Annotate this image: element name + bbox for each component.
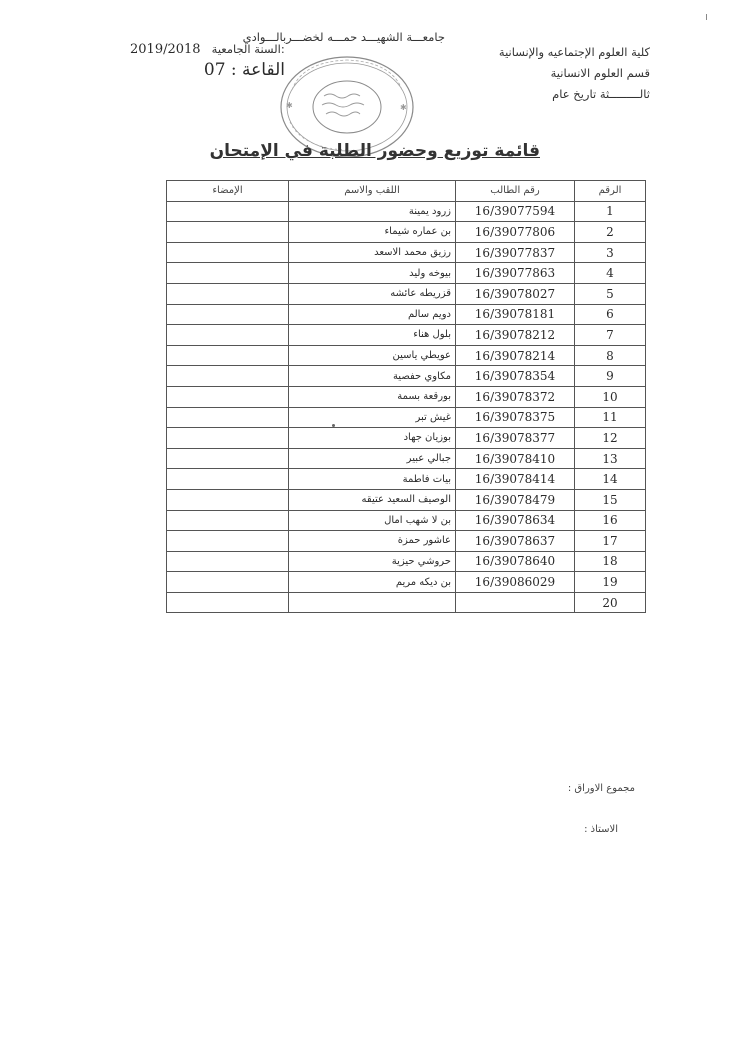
table-row xyxy=(167,592,646,613)
row-student-id: 16/39078372 xyxy=(456,386,575,407)
table-header-row xyxy=(167,181,646,202)
row-student-name: بن عماره شيماء xyxy=(289,222,456,243)
row-student-id: 16/39078634 xyxy=(456,510,575,531)
table-row xyxy=(167,428,646,449)
row-signature xyxy=(167,551,289,572)
row-student-id: 16/39078214 xyxy=(456,345,575,366)
column-header-signature: الإمضاء xyxy=(167,181,289,202)
row-signature xyxy=(167,510,289,531)
row-student-name: عاشور حمزة xyxy=(289,531,456,552)
row-number: 17 xyxy=(575,531,646,552)
row-number: 2 xyxy=(575,222,646,243)
row-student-name: مكاوي حفصية xyxy=(289,366,456,387)
attendance-table xyxy=(166,180,646,613)
row-student-name: بن لا شهب امال xyxy=(289,510,456,531)
column-header-student-id: رقم الطالب xyxy=(456,181,575,202)
row-number: 14 xyxy=(575,469,646,490)
row-student-id: 16/39078212 xyxy=(456,325,575,346)
row-signature xyxy=(167,366,289,387)
row-number: 19 xyxy=(575,572,646,593)
study-level: ثالـــــــــثة تاريخ عام xyxy=(552,87,650,101)
column-header-name: اللقب والاسم xyxy=(289,181,456,202)
row-student-name: بيوخه وليد xyxy=(289,263,456,284)
table-row xyxy=(167,366,646,387)
academic-year-label: السنة الجامعية: xyxy=(211,42,285,56)
row-student-name: بلول هناء xyxy=(289,325,456,346)
table-row xyxy=(167,242,646,263)
row-signature xyxy=(167,572,289,593)
table-row xyxy=(167,510,646,531)
papers-total-label: مجموع الاوراق : xyxy=(567,783,635,794)
column-header-number: الرقم xyxy=(575,181,646,202)
row-signature xyxy=(167,428,289,449)
table-row xyxy=(167,469,646,490)
row-student-name xyxy=(289,592,456,613)
table-row xyxy=(167,283,646,304)
row-student-id: 16/39077806 xyxy=(456,222,575,243)
row-student-name: عويطي ياسين xyxy=(289,345,456,366)
row-number: 12 xyxy=(575,428,646,449)
document-title: قائمة توزيع وحضور الطلبة في الإمتحان xyxy=(209,141,540,161)
row-number: 4 xyxy=(575,263,646,284)
row-number: 16 xyxy=(575,510,646,531)
row-student-id: 16/39086029 xyxy=(456,572,575,593)
row-signature xyxy=(167,448,289,469)
row-student-name: بوزيان جهاد xyxy=(289,428,456,449)
row-student-name: غيش تبر xyxy=(289,407,456,428)
row-signature xyxy=(167,263,289,284)
table-row xyxy=(167,531,646,552)
table-row xyxy=(167,345,646,366)
row-signature xyxy=(167,407,289,428)
row-student-name: رزيق محمد الاسعد xyxy=(289,242,456,263)
row-signature xyxy=(167,386,289,407)
row-student-id: 16/39078027 xyxy=(456,283,575,304)
row-signature xyxy=(167,325,289,346)
row-signature xyxy=(167,222,289,243)
row-number: 11 xyxy=(575,407,646,428)
row-student-id: 16/39077594 xyxy=(456,201,575,222)
table-row xyxy=(167,263,646,284)
row-student-id: 16/39078637 xyxy=(456,531,575,552)
row-student-name: بيات فاطمة xyxy=(289,469,456,490)
table-row xyxy=(167,448,646,469)
row-number: 18 xyxy=(575,551,646,572)
row-student-id: 16/39078181 xyxy=(456,304,575,325)
row-student-name: دويم سالم xyxy=(289,304,456,325)
exam-hall: القاعة : 07 xyxy=(203,60,285,80)
table-row xyxy=(167,407,646,428)
row-signature xyxy=(167,489,289,510)
row-number: 5 xyxy=(575,283,646,304)
table-row xyxy=(167,551,646,572)
row-student-id xyxy=(456,592,575,613)
row-number: 9 xyxy=(575,366,646,387)
table-row xyxy=(167,572,646,593)
row-signature xyxy=(167,345,289,366)
row-number: 13 xyxy=(575,448,646,469)
table-row xyxy=(167,386,646,407)
row-student-id: 16/39078414 xyxy=(456,469,575,490)
scan-mark xyxy=(706,14,707,20)
row-student-id: 16/39077863 xyxy=(456,263,575,284)
table-row xyxy=(167,489,646,510)
row-signature xyxy=(167,283,289,304)
row-student-id: 16/39078410 xyxy=(456,448,575,469)
table-row xyxy=(167,304,646,325)
row-number: 8 xyxy=(575,345,646,366)
ink-dot xyxy=(332,424,335,427)
table-row xyxy=(167,325,646,346)
svg-text:✱: ✱ xyxy=(286,101,293,110)
professor-label: الاستاذ : xyxy=(584,824,618,835)
row-student-name: الوصيف السعيد عتيقه xyxy=(289,489,456,510)
row-student-name: قزريطه عائشه xyxy=(289,283,456,304)
row-student-id: 16/39077837 xyxy=(456,242,575,263)
row-signature xyxy=(167,201,289,222)
row-signature xyxy=(167,304,289,325)
svg-text:✱: ✱ xyxy=(400,103,407,112)
row-student-name: بن ديكه مريم xyxy=(289,572,456,593)
row-signature xyxy=(167,242,289,263)
row-student-id: 16/39078479 xyxy=(456,489,575,510)
row-number: 10 xyxy=(575,386,646,407)
university-name: جامعـــة الشهيـــد حمـــه لخضـــربالـــوادي xyxy=(242,30,445,44)
row-student-name: جبالي عبير xyxy=(289,448,456,469)
row-number: 6 xyxy=(575,304,646,325)
row-student-name: بورقعة بسمة xyxy=(289,386,456,407)
row-signature xyxy=(167,592,289,613)
table-row xyxy=(167,201,646,222)
row-student-id: 16/39078354 xyxy=(456,366,575,387)
row-number: 15 xyxy=(575,489,646,510)
academic-year-line xyxy=(130,38,285,57)
row-student-name: زرود يمينة xyxy=(289,201,456,222)
row-signature xyxy=(167,469,289,490)
row-signature xyxy=(167,531,289,552)
faculty-name: كلية العلوم الإجتماعيه والإنسانية xyxy=(498,45,650,59)
row-student-id: 16/39078375 xyxy=(456,407,575,428)
row-number: 20 xyxy=(575,592,646,613)
row-student-id: 16/39078377 xyxy=(456,428,575,449)
academic-year-value: 2019/2018 xyxy=(130,42,201,57)
table-row xyxy=(167,222,646,243)
row-student-name: حروشي حيزية xyxy=(289,551,456,572)
row-number: 3 xyxy=(575,242,646,263)
department-name: قسم العلوم الانسانية xyxy=(550,66,650,80)
row-student-id: 16/39078640 xyxy=(456,551,575,572)
row-number: 1 xyxy=(575,201,646,222)
row-number: 7 xyxy=(575,325,646,346)
